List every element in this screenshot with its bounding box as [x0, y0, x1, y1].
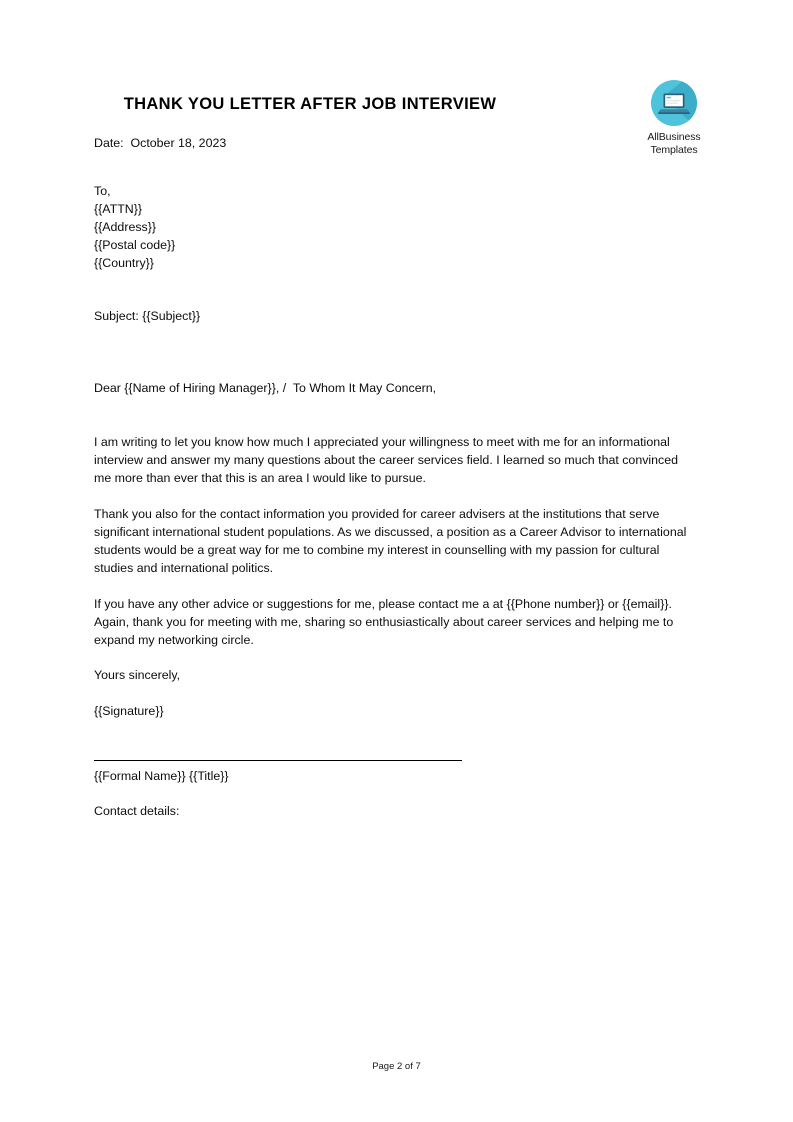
salutation-line: Dear {{Name of Hiring Manager}}, / To Whom It May Concern,	[94, 381, 437, 395]
contact-details-label: Contact details:	[94, 804, 180, 818]
recipient-country: {{Country}}	[94, 256, 154, 270]
date-line: Date: October 18, 2023	[94, 136, 227, 150]
recipient-postal-code: {{Postal code}}	[94, 238, 176, 252]
recipient-address: {{Address}}	[94, 220, 157, 234]
brand-line-2: Templates	[650, 143, 698, 156]
recipient-attn: {{ATTN}}	[94, 202, 142, 216]
laptop-icon	[650, 79, 698, 127]
brand-name	[630, 131, 718, 156]
recipient-to-label: To,	[94, 184, 111, 198]
page-title: THANK YOU LETTER AFTER JOB INTERVIEW	[123, 95, 497, 113]
body-paragraph-2: Thank you also for the contact information you provided for career advisers at the institutions that serve significant international student populations. As we discussed, a position as a Career Advisor to international students would be a great way for me to combine my interest in counselling with my passion for cultural studies and international politics.	[94, 507, 687, 575]
body-paragraph-3: If you have any other advice or suggestions for me, please contact me a at {{Phone number}} or {{email}}. Again, thank you for meeting with me, sharing so enthusiastically about career services and helping me to expand my networking circle.	[94, 597, 674, 647]
page-footer: Page 2 of 7	[372, 1061, 421, 1072]
subject-line: Subject: {{Subject}}	[94, 309, 201, 323]
body-paragraph-1: I am writing to let you know how much I appreciated your willingness to meet with me for an informational interview and answer my many questions about the career services field. I learned so much that convinced me more than ever that this is an area I would like to pursue.	[94, 435, 679, 485]
recipient-address-block	[94, 182, 175, 272]
closing-line: Yours sincerely,	[94, 668, 181, 682]
signature-rule	[94, 760, 462, 761]
formal-name-and-title: {{Formal Name}} {{Title}}	[94, 769, 229, 783]
brand-logo	[630, 79, 718, 156]
signature-placeholder: {{Signature}}	[94, 704, 164, 718]
brand-line-1: AllBusiness	[647, 131, 701, 143]
